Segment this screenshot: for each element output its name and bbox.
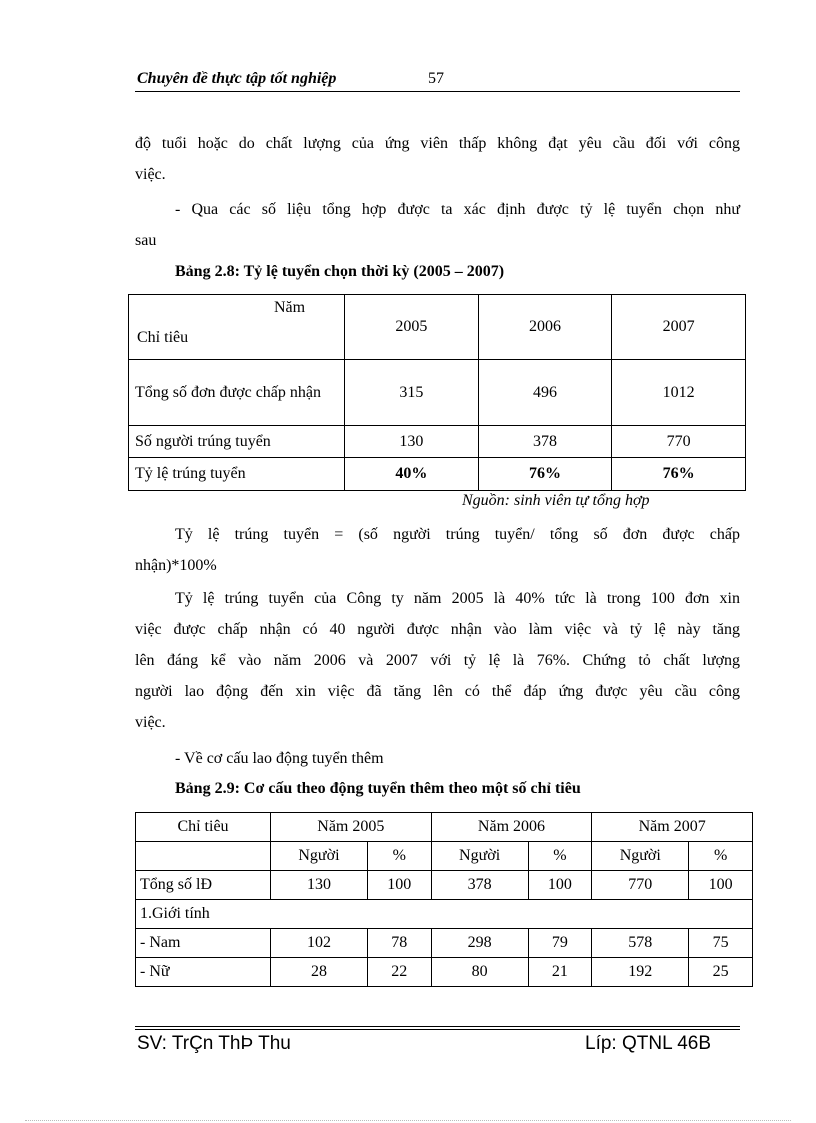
- paragraph-2: [135, 194, 740, 256]
- paragraph-line: độ tuổi hoặc do chất lượng của ứng viên thấp không đạt yêu cầu đối với công: [135, 135, 740, 152]
- year-header: 2006: [478, 295, 612, 360]
- row-label: Tổng số lĐ: [136, 871, 271, 900]
- table-cell: 1012: [612, 360, 746, 426]
- paragraph-line: việc được chấp nhận có 40 người được nhận vào làm việc và tỷ lệ này tăng: [135, 621, 740, 638]
- table-cell: 578: [592, 929, 689, 958]
- paragraph-line: việc.: [135, 166, 166, 183]
- table-cell: 770: [592, 871, 689, 900]
- subheader-people: Người: [431, 842, 528, 871]
- year-header: Năm 2005: [271, 813, 432, 842]
- paragraph-line: lên đáng kể vào năm 2006 và 2007 với tỷ lệ là 76%. Chứng tỏ chất lượng: [135, 652, 740, 669]
- footer-rule: [135, 1029, 740, 1030]
- row-label: - Nữ: [136, 958, 271, 987]
- table-cell: 378: [431, 871, 528, 900]
- paragraph-line: - Về cơ cấu lao động tuyển thêm: [175, 750, 384, 767]
- column-header: Chỉ tiêu: [136, 813, 271, 842]
- table-caption: Bảng 2.9: Cơ cấu theo động tuyển thêm theo một số chỉ tiêu: [175, 780, 581, 797]
- table-cell: 79: [528, 929, 592, 958]
- empty-cell: [136, 842, 271, 871]
- running-header-title: Chuyên đề thực tập tốt nghiệp: [137, 70, 337, 87]
- table-cell: 378: [478, 426, 612, 458]
- header-rule: [135, 91, 740, 92]
- table-cell: 192: [592, 958, 689, 987]
- table-cell: 40%: [345, 458, 479, 491]
- paragraph-line: việc.: [135, 714, 166, 731]
- table-caption: Bảng 2.8: Tỷ lệ tuyển chọn thời kỳ (2005 – 2007): [175, 263, 505, 280]
- corner-year-label: Năm: [274, 299, 306, 316]
- row-label: Tỷ lệ trúng tuyển: [129, 458, 345, 491]
- row-label: - Nam: [136, 929, 271, 958]
- recruitment-structure-table: [135, 812, 753, 987]
- year-header: Năm 2007: [592, 813, 753, 842]
- footer-rule: [135, 1026, 740, 1027]
- row-label: Tổng số đơn được chấp nhận: [129, 360, 345, 426]
- footer-class: Líp: QTNL 46B: [585, 1033, 712, 1054]
- row-label: Số người trúng tuyển: [129, 426, 345, 458]
- table-cell: 76%: [478, 458, 612, 491]
- table-cell: 130: [345, 426, 479, 458]
- table-cell: 75: [689, 929, 753, 958]
- table-cell: 100: [367, 871, 431, 900]
- table-cell: 298: [431, 929, 528, 958]
- table-cell: 21: [528, 958, 592, 987]
- table-cell: 100: [528, 871, 592, 900]
- paragraph-line: - Qua các số liệu tổng hợp được ta xác định được tỷ lệ tuyển chọn như: [175, 201, 740, 218]
- table-corner-cell: [129, 295, 345, 360]
- paragraph-line: Tỷ lệ trúng tuyển của Công ty năm 2005 là 40% tức là trong 100 đơn xin: [175, 590, 740, 607]
- table-cell: 100: [689, 871, 753, 900]
- selection-rate-table: [128, 294, 746, 491]
- paragraph-line: người lao động đến xin việc đã tăng lên có thể đáp ứng được yêu cầu công: [135, 683, 740, 700]
- subheader-percent: %: [528, 842, 592, 871]
- table-cell: 770: [612, 426, 746, 458]
- subheader-people: Người: [271, 842, 368, 871]
- table-cell: 78: [367, 929, 431, 958]
- subheader-percent: %: [367, 842, 431, 871]
- table-cell: 25: [689, 958, 753, 987]
- footer-student-name: SV: TrÇn ThÞ Thu: [137, 1033, 291, 1054]
- paragraph-line: sau: [135, 232, 157, 249]
- table-cell: 28: [271, 958, 368, 987]
- paragraph-4: [135, 583, 740, 738]
- section-row: 1.Giới tính: [136, 900, 753, 929]
- table-cell: 102: [271, 929, 368, 958]
- subheader-people: Người: [592, 842, 689, 871]
- table-cell: 22: [367, 958, 431, 987]
- table-cell: 315: [345, 360, 479, 426]
- paragraph-line: nhận)*100%: [135, 557, 217, 574]
- table-cell: 80: [431, 958, 528, 987]
- subheader-percent: %: [689, 842, 753, 871]
- paragraph-line: Tỷ lệ trúng tuyển = (số người trúng tuyển/ tổng số đơn được chấp: [175, 526, 740, 543]
- year-header: 2005: [345, 295, 479, 360]
- year-header: 2007: [612, 295, 746, 360]
- table-cell: 496: [478, 360, 612, 426]
- table-cell: 76%: [612, 458, 746, 491]
- paragraph-1: [135, 128, 740, 190]
- paragraph-5: [135, 743, 740, 774]
- page-edge-dots: [25, 1120, 791, 1121]
- page-number: 57: [428, 70, 444, 87]
- paragraph-3: [135, 519, 740, 581]
- year-header: Năm 2006: [431, 813, 592, 842]
- table-source-note: Nguồn: sinh viên tự tổng hợp: [462, 492, 650, 509]
- corner-criteria-label: Chỉ tiêu: [137, 329, 189, 346]
- table-cell: 130: [271, 871, 368, 900]
